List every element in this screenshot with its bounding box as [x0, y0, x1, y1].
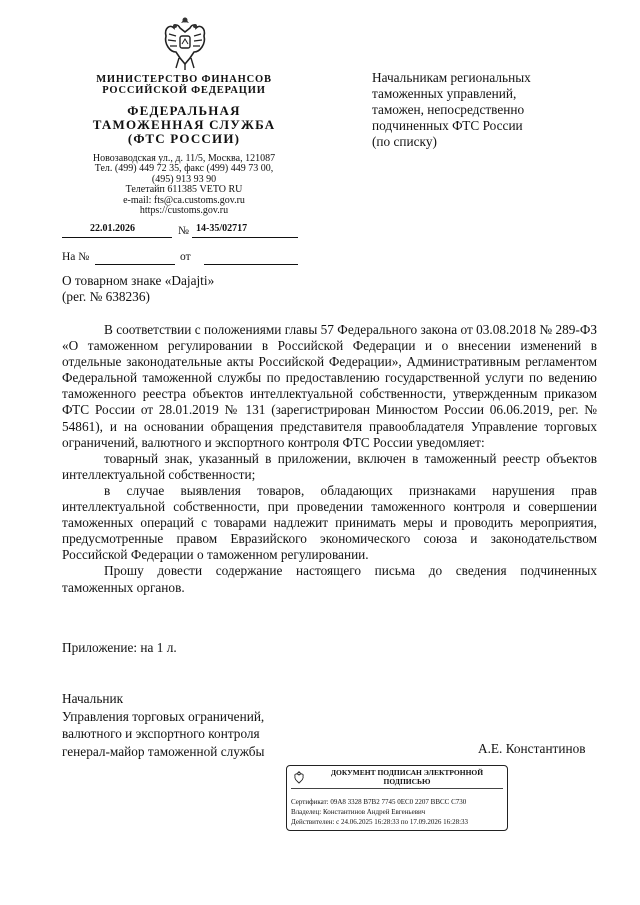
addressee-line-5: (по списку)	[372, 134, 437, 149]
service-name	[62, 104, 306, 146]
date-underline	[62, 237, 172, 238]
signer-line-2: Управления торговых ограничений,	[62, 708, 265, 724]
registration-number: 14-35/02717	[196, 223, 248, 234]
phone-line-1: Тел. (499) 449 72 35, факс (499) 449 73 00,	[94, 163, 274, 175]
number-sign: №	[178, 225, 189, 237]
body-paragraph-3: в случае выявления товаров, обладающих признаками нарушения прав интеллектуальной собственности, при проведении таможенного контроля и совершении таможенных операций с товарами надлежит принимать меры и проводить мероприятия, предусмотренные правом Евразийского экономического союза и законодательством Российской Федерации о таможенном регулировании.	[62, 482, 597, 563]
registration-date: 22.01.2026	[90, 223, 135, 234]
subject-line-2: (рег. № 638236)	[62, 289, 150, 304]
addressee-line-3: таможен, непосредственно	[372, 102, 525, 117]
body-paragraph-2: товарный знак, указанный в приложении, включен в таможенный реестр объектов интеллектуальной собственности;	[62, 450, 597, 482]
reply-to-number-label: На №	[62, 251, 90, 263]
subject-line-1: О товарном знаке «Dajajti»	[62, 273, 215, 288]
electronic-signature-stamp	[286, 765, 508, 831]
number-underline	[192, 237, 298, 238]
service-line-2: ТАМОЖЕННАЯ СЛУЖБА	[92, 117, 276, 132]
ministry-line-2: РОССИЙСКОЙ ФЕДЕРАЦИИ	[102, 85, 266, 96]
ministry-line-1: МИНИСТЕРСТВО ФИНАНСОВ	[96, 74, 272, 85]
email: e-mail: fts@ca.customs.gov.ru	[123, 194, 245, 206]
letter-body	[62, 322, 597, 596]
service-line-3: (ФТС РОССИИ)	[127, 131, 241, 146]
body-paragraph-4: Прошу довести содержание настоящего письма до сведения подчиненных таможенных органов.	[62, 563, 597, 595]
addressee-line-2: таможенных управлений,	[372, 86, 517, 101]
signer-line-4: генерал-майор таможенной службы	[62, 743, 265, 759]
address: Новозаводская ул., д. 11/5, Москва, 121087	[92, 153, 276, 164]
website: https://customs.gov.ru	[139, 205, 229, 217]
body-paragraph-1: В соответствии с положениями главы 57 Федерального закона от 03.08.2018 № 289-ФЗ «О таможенном регулировании в Российской Федерации и о внесении изменений в отдельные законодательные акты Российской Федерации», Административным регламентом Федеральной таможенной службы по предоставлению государственной услуги по ведению таможенного реестра объектов интеллектуальной собственности, утвержденным приказом ФТС России от 28.01.2019 № 131 (зарегистрирован Минюстом России 06.06.2019, рег. № 54861), и на основании обращения представителя правообладателя Управление торговых ограничений, валютного и экспортного контроля ФТС России уведомляет:	[62, 322, 597, 450]
signer-line-3: валютного и экспортного контроля	[62, 726, 260, 741]
telegraph: Телетайп 611385 VETO RU	[125, 184, 243, 196]
stamp-owner: Владелец: Константинов Андрей Евгеньевич	[291, 808, 426, 816]
signer-position	[62, 690, 264, 760]
subject	[62, 273, 214, 305]
stamp-validity: Действителен: с 24.06.2025 16:28:33 по 17.09.2026 16:28:33	[291, 818, 469, 826]
attachment-note: Приложение: на 1 л.	[62, 640, 177, 655]
stamp-certificate: Сертификат: 09A8 3328 B7B2 7745 0EC0 2207 BBCC C730	[291, 798, 467, 806]
phone-line-2: (495) 913 93 90	[151, 173, 217, 185]
addressee	[372, 70, 612, 150]
stamp-title: ДОКУМЕНТ ПОДПИСАН ЭЛЕКТРОННОЙ ПОДПИСЬЮ	[330, 768, 484, 786]
coat-of-arms-emblem	[160, 14, 210, 72]
reply-number-underline	[95, 264, 175, 265]
contact-block	[62, 154, 306, 216]
signer-name: А.Е. Константинов	[478, 741, 586, 756]
addressee-line-4: подчиненных ФТС России	[372, 118, 523, 133]
reply-from-label: от	[180, 251, 191, 263]
ministry-name	[62, 74, 306, 96]
addressee-line-1: Начальникам региональных	[372, 70, 531, 85]
reply-date-underline	[204, 264, 298, 265]
stamp-divider	[291, 788, 503, 789]
seal-icon	[293, 770, 305, 784]
signer-line-1: Начальник	[62, 691, 124, 706]
service-line-1: ФЕДЕРАЛЬНАЯ	[127, 103, 241, 118]
